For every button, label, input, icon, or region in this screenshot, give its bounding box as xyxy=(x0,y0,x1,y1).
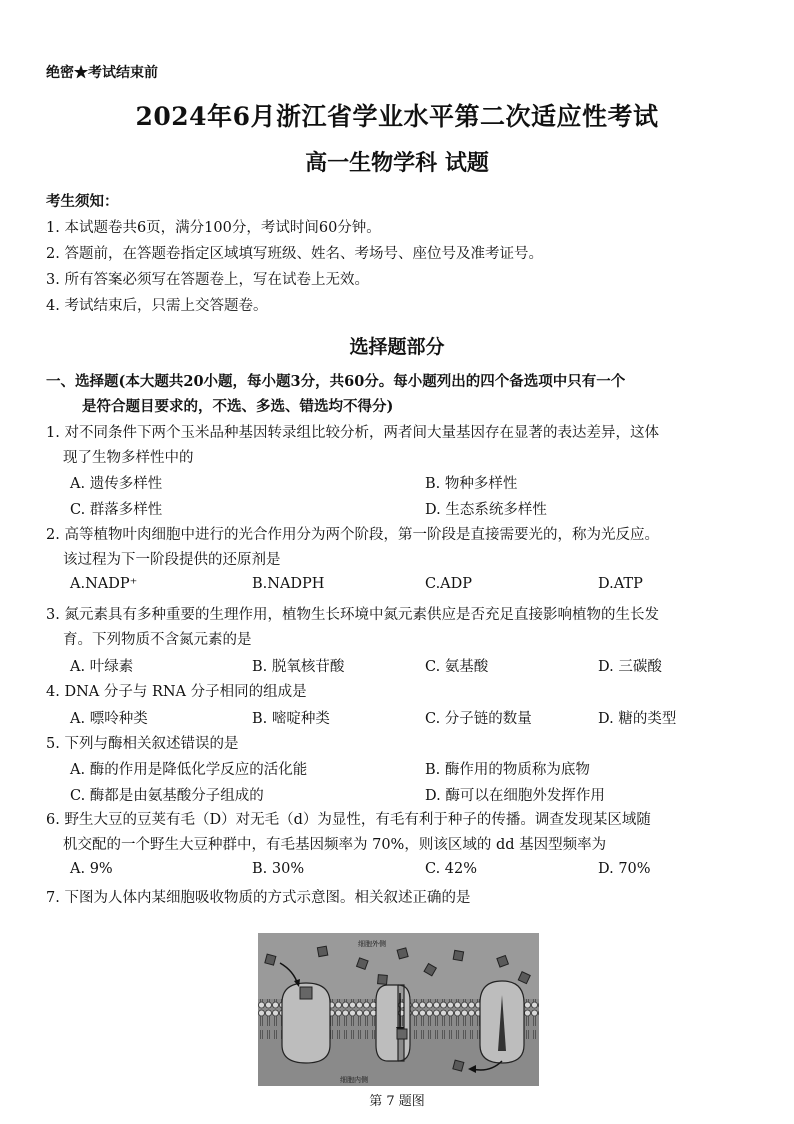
option-a: A. 酶的作用是降低化学反应的活化能 xyxy=(70,762,308,778)
question-stem: 4. DNA 分子与 RNA 分子相同的组成是 xyxy=(46,684,307,700)
notice-item: 4. 考试结束后，只需上交答题卷。 xyxy=(46,298,268,314)
option-a: A. 叶绿素 xyxy=(70,659,134,675)
outside-label: 细胞外侧 xyxy=(358,940,386,948)
option-c: C. 42% xyxy=(425,861,478,877)
question-4 xyxy=(46,680,768,705)
question-stem: 育。下列物质不含氮元素的是 xyxy=(63,632,252,648)
question-7 xyxy=(46,886,768,911)
question-stem: 3. 氮元素具有多种重要的生理作用，植物生长环境中氮元素供应是否充足直接影响植物的生长发 xyxy=(46,607,659,623)
option-b: B. 30% xyxy=(252,861,305,877)
channel-protein-3 xyxy=(480,981,524,1063)
option-a: A.NADP⁺ xyxy=(70,576,138,592)
section-title: 选择题部分 xyxy=(349,336,445,358)
notice-item: 2. 答题前，在答题卷指定区域填写班级、姓名、考场号、座位号及准考证号。 xyxy=(46,246,543,262)
option-b: B. 物种多样性 xyxy=(425,476,518,492)
option-a: A. 遗传多样性 xyxy=(70,476,163,492)
section-intro-line: 是符合题目要求的，不选、多选、错选均不得分) xyxy=(82,398,394,415)
option-d: D. 糖的类型 xyxy=(598,711,677,727)
question-5 xyxy=(46,732,768,757)
option-c: C. 氨基酸 xyxy=(425,659,489,675)
notice-item: 3. 所有答案必须写在答题卷上，写在试卷上无效。 xyxy=(46,272,369,288)
option-d: D. 生态系统多样性 xyxy=(425,502,547,518)
channel-protein-2 xyxy=(376,985,410,1061)
question-stem: 现了生物多样性中的 xyxy=(63,450,194,466)
question-2 xyxy=(46,523,768,573)
option-c: C. 群落多样性 xyxy=(70,502,163,518)
inside-label: 细胞内侧 xyxy=(340,1076,368,1084)
notice-heading: 考生须知： xyxy=(46,193,119,210)
option-c: C.ADP xyxy=(425,576,473,592)
option-b: B. 酶作用的物质称为底物 xyxy=(425,762,590,778)
question-stem: 6. 野生大豆的豆荚有毛（D）对无毛（d）为显性，有毛有利于种子的传播。调查发现某区域随 xyxy=(46,812,651,828)
confidential-mark: 绝密★考试结束前 xyxy=(46,65,158,81)
section-intro-line: 一、选择题(本大题共20小题，每小题3分，共60分。每小题列出的四个备选项中只有一个 xyxy=(46,373,626,390)
option-d: D. 70% xyxy=(598,861,651,877)
question-3 xyxy=(46,603,768,653)
option-b: B. 嘧啶种类 xyxy=(252,711,330,727)
question-stem: 5. 下列与酶相关叙述错误的是 xyxy=(46,736,239,752)
option-c: C. 酶都是由氨基酸分子组成的 xyxy=(70,788,264,804)
notice-item: 1. 本试题卷共6页，满分100分，考试时间60分钟。 xyxy=(46,220,381,236)
membrane-transport-figure xyxy=(258,933,539,1086)
option-a: A. 9% xyxy=(70,861,113,877)
question-6 xyxy=(46,808,768,858)
option-d: D.ATP xyxy=(598,576,643,592)
figure-caption: 第 7 题图 xyxy=(369,1094,425,1109)
option-b: B.NADPH xyxy=(252,576,325,592)
question-stem: 1. 对不同条件下两个玉米品种基因转录组比较分析，两者间大量基因存在显著的表达差异，这体 xyxy=(46,425,659,441)
question-stem: 该过程为下一阶段提供的还原剂是 xyxy=(63,552,281,568)
option-d: D. 酶可以在细胞外发挥作用 xyxy=(425,788,605,804)
question-stem: 7. 下图为人体内某细胞吸收物质的方式示意图。相关叙述正确的是 xyxy=(46,890,471,906)
carrier-protein-1 xyxy=(282,983,330,1063)
exam-subtitle: 高一生物学科 试题 xyxy=(305,150,489,176)
option-c: C. 分子链的数量 xyxy=(425,711,532,727)
section-intro xyxy=(46,369,766,419)
option-d: D. 三碳酸 xyxy=(598,659,662,675)
question-1 xyxy=(46,421,768,471)
question-stem: 机交配的一个野生大豆种群中，有毛基因频率为 70%，则该区域的 dd 基因型频率为 xyxy=(63,837,607,853)
question-stem: 2. 高等植物叶肉细胞中进行的光合作用分为两个阶段，第一阶段是直接需要光的，称为光反应。 xyxy=(46,527,659,543)
exam-title: 2024年6月浙江省学业水平第二次适应性考试 xyxy=(135,102,659,131)
option-a: A. 嘌呤种类 xyxy=(70,711,148,727)
option-b: B. 脱氧核苷酸 xyxy=(252,659,345,675)
